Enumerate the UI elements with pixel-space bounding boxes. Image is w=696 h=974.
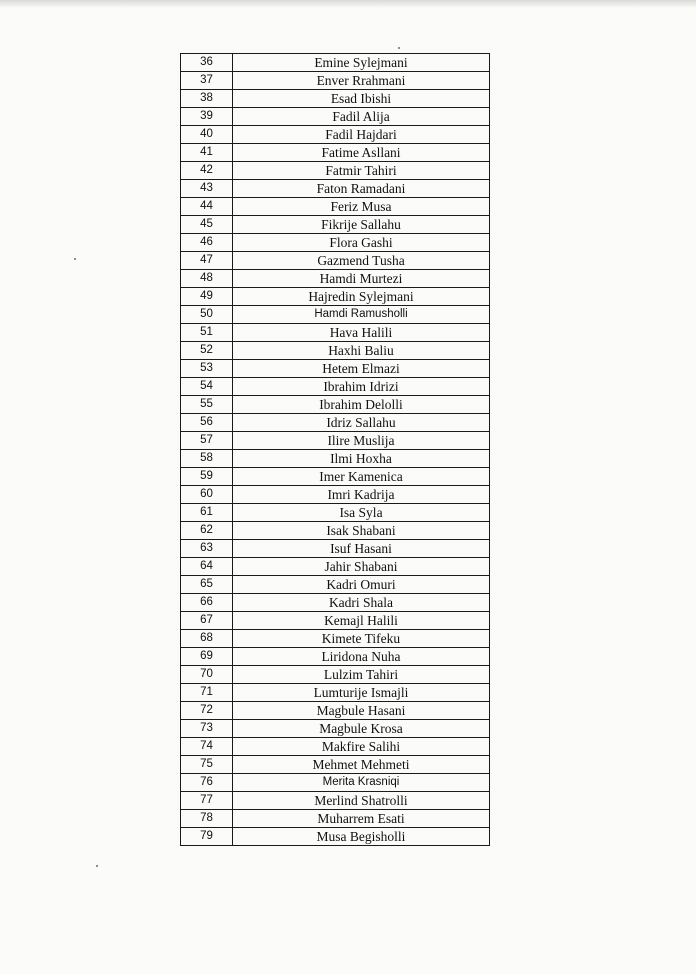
row-number: 74	[181, 738, 233, 756]
table-row	[181, 504, 490, 522]
row-number: 59	[181, 468, 233, 486]
row-number: 70	[181, 666, 233, 684]
table-row	[181, 486, 490, 504]
table-row	[181, 738, 490, 756]
row-number: 50	[181, 306, 233, 324]
table-row	[181, 252, 490, 270]
person-name: Mehmet Mehmeti	[233, 756, 490, 774]
roster-body	[181, 54, 490, 846]
row-number: 46	[181, 234, 233, 252]
row-number: 61	[181, 504, 233, 522]
person-name: Imer Kamenica	[233, 468, 490, 486]
table-row	[181, 144, 490, 162]
row-number: 72	[181, 702, 233, 720]
person-name: Kadri Omuri	[233, 576, 490, 594]
row-number: 45	[181, 216, 233, 234]
row-number: 57	[181, 432, 233, 450]
table-row	[181, 378, 490, 396]
row-number: 36	[181, 54, 233, 72]
table-row	[181, 702, 490, 720]
table-row	[181, 576, 490, 594]
person-name: Enver Rrahmani	[233, 72, 490, 90]
row-number: 44	[181, 198, 233, 216]
person-name: Ibrahim Delolli	[233, 396, 490, 414]
person-name: Musa Begisholli	[233, 828, 490, 846]
row-number: 47	[181, 252, 233, 270]
row-number: 75	[181, 756, 233, 774]
table-row	[181, 288, 490, 306]
row-number: 43	[181, 180, 233, 198]
person-name: Muharrem Esati	[233, 810, 490, 828]
table-row	[181, 720, 490, 738]
row-number: 37	[181, 72, 233, 90]
row-number: 53	[181, 360, 233, 378]
person-name: Fikrije Sallahu	[233, 216, 490, 234]
row-number: 62	[181, 522, 233, 540]
person-name: Jahir Shabani	[233, 558, 490, 576]
table-row	[181, 324, 490, 342]
person-name: Haxhi Baliu	[233, 342, 490, 360]
table-row	[181, 558, 490, 576]
row-number: 55	[181, 396, 233, 414]
person-name: Isak Shabani	[233, 522, 490, 540]
person-name: Ibrahim Idrizi	[233, 378, 490, 396]
row-number: 41	[181, 144, 233, 162]
person-name: Fadil Alija	[233, 108, 490, 126]
person-name: Hajredin Sylejmani	[233, 288, 490, 306]
table-row	[181, 540, 490, 558]
table-row	[181, 180, 490, 198]
row-number: 78	[181, 810, 233, 828]
table-row	[181, 108, 490, 126]
scan-speck	[398, 47, 400, 49]
person-name: Isa Syla	[233, 504, 490, 522]
row-number: 49	[181, 288, 233, 306]
table-row	[181, 684, 490, 702]
person-name: Isuf Hasani	[233, 540, 490, 558]
row-number: 40	[181, 126, 233, 144]
table-row	[181, 594, 490, 612]
table-row	[181, 828, 490, 846]
row-number: 73	[181, 720, 233, 738]
table-row	[181, 450, 490, 468]
table-row	[181, 630, 490, 648]
row-number: 38	[181, 90, 233, 108]
table-row	[181, 198, 490, 216]
table-row	[181, 360, 490, 378]
person-name: Magbule Krosa	[233, 720, 490, 738]
person-name: Liridona Nuha	[233, 648, 490, 666]
row-number: 63	[181, 540, 233, 558]
person-name: Kemajl Halili	[233, 612, 490, 630]
row-number: 51	[181, 324, 233, 342]
person-name: Idriz Sallahu	[233, 414, 490, 432]
scan-speck	[74, 258, 76, 260]
table-row	[181, 414, 490, 432]
table-row	[181, 234, 490, 252]
person-name: Fatmir Tahiri	[233, 162, 490, 180]
person-name: Hava Halili	[233, 324, 490, 342]
table-row	[181, 270, 490, 288]
person-name: Gazmend Tusha	[233, 252, 490, 270]
person-name: Magbule Hasani	[233, 702, 490, 720]
table-row	[181, 72, 490, 90]
table-row	[181, 126, 490, 144]
scan-edge-shadow	[0, 0, 696, 8]
row-number: 76	[181, 774, 233, 792]
row-number: 42	[181, 162, 233, 180]
table-row	[181, 522, 490, 540]
table-row	[181, 810, 490, 828]
person-name: Hamdi Murtezi	[233, 270, 490, 288]
table-row	[181, 792, 490, 810]
table-row	[181, 216, 490, 234]
table-row	[181, 756, 490, 774]
person-name: Lumturije Ismajli	[233, 684, 490, 702]
table-row	[181, 306, 490, 324]
row-number: 54	[181, 378, 233, 396]
table-row	[181, 342, 490, 360]
scan-speck	[96, 865, 98, 867]
row-number: 56	[181, 414, 233, 432]
person-name: Flora Gashi	[233, 234, 490, 252]
person-name: Kimete Tifeku	[233, 630, 490, 648]
person-name: Fatime Asllani	[233, 144, 490, 162]
row-number: 69	[181, 648, 233, 666]
person-name: Merita Krasniqi	[233, 774, 490, 792]
table-row	[181, 612, 490, 630]
table-row	[181, 432, 490, 450]
table-row	[181, 54, 490, 72]
table-row	[181, 648, 490, 666]
person-name: Kadri Shala	[233, 594, 490, 612]
row-number: 68	[181, 630, 233, 648]
table-row	[181, 162, 490, 180]
person-name: Imri Kadrija	[233, 486, 490, 504]
person-name: Ilmi Hoxha	[233, 450, 490, 468]
person-name: Faton Ramadani	[233, 180, 490, 198]
person-name: Merlind Shatrolli	[233, 792, 490, 810]
row-number: 67	[181, 612, 233, 630]
row-number: 39	[181, 108, 233, 126]
row-number: 71	[181, 684, 233, 702]
person-name: Lulzim Tahiri	[233, 666, 490, 684]
table-row	[181, 90, 490, 108]
row-number: 60	[181, 486, 233, 504]
table-row	[181, 396, 490, 414]
row-number: 77	[181, 792, 233, 810]
person-name: Hamdi Ramusholli	[233, 306, 490, 324]
table-row	[181, 666, 490, 684]
row-number: 79	[181, 828, 233, 846]
table-row	[181, 468, 490, 486]
row-number: 48	[181, 270, 233, 288]
row-number: 66	[181, 594, 233, 612]
row-number: 52	[181, 342, 233, 360]
person-name: Feriz Musa	[233, 198, 490, 216]
person-name: Makfire Salihi	[233, 738, 490, 756]
row-number: 58	[181, 450, 233, 468]
person-name: Fadil Hajdari	[233, 126, 490, 144]
person-name: Hetem Elmazi	[233, 360, 490, 378]
table-row	[181, 774, 490, 792]
roster-table	[180, 53, 490, 846]
row-number: 65	[181, 576, 233, 594]
person-name: Ilire Muslija	[233, 432, 490, 450]
person-name: Emine Sylejmani	[233, 54, 490, 72]
person-name: Esad Ibishi	[233, 90, 490, 108]
row-number: 64	[181, 558, 233, 576]
